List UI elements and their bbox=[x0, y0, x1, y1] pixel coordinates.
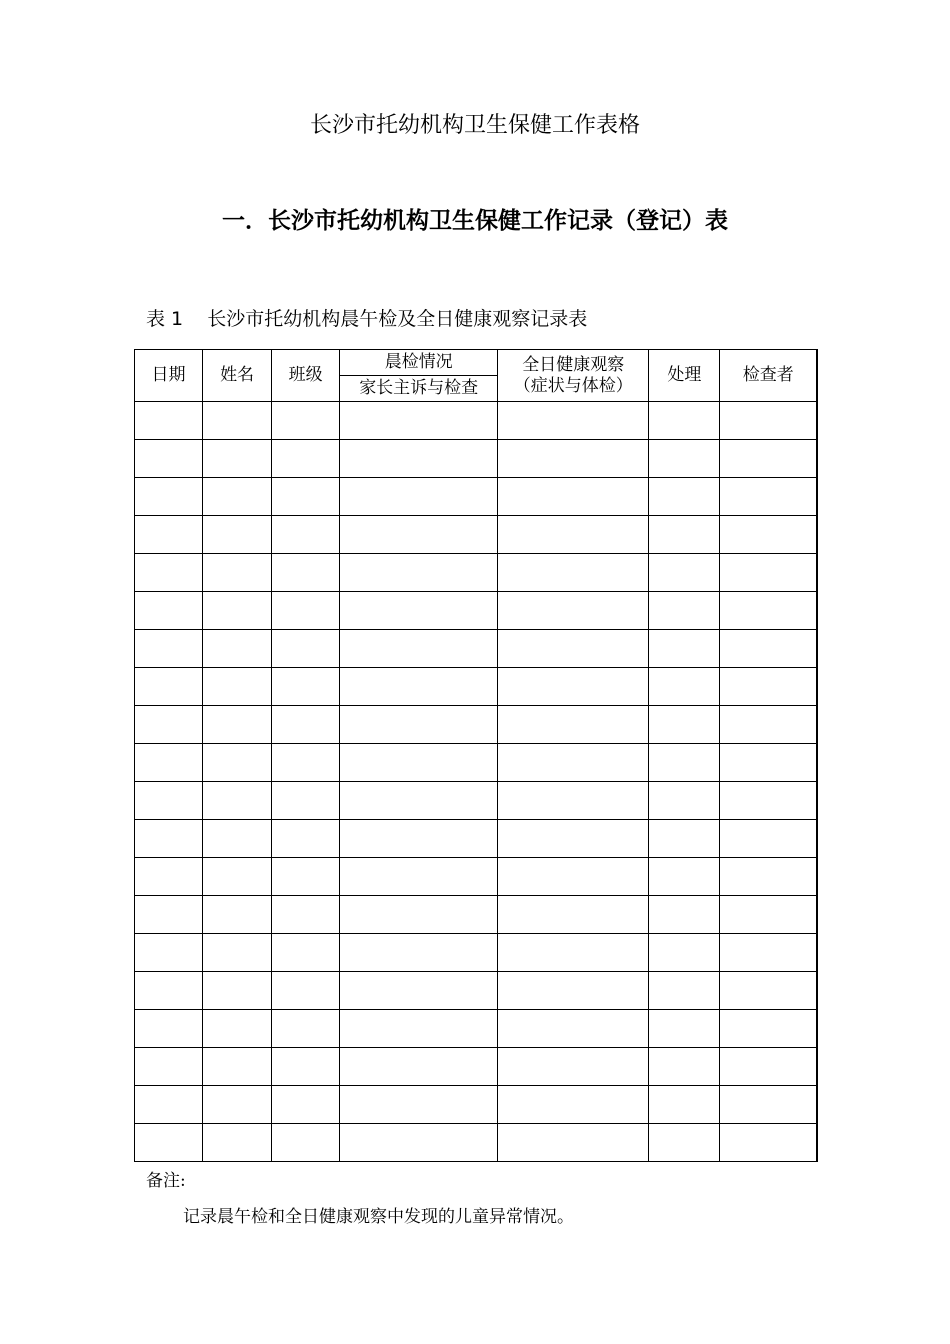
table-cell bbox=[649, 896, 720, 934]
table-cell bbox=[498, 1048, 649, 1086]
table-cell bbox=[720, 782, 817, 820]
table-cell bbox=[203, 820, 272, 858]
table-row bbox=[135, 744, 818, 782]
table-cell bbox=[720, 554, 817, 592]
table-cell bbox=[203, 592, 272, 630]
table-cell bbox=[340, 592, 498, 630]
table-cell bbox=[135, 1086, 203, 1124]
table-cell bbox=[720, 592, 817, 630]
table-row bbox=[135, 592, 818, 630]
table-cell bbox=[649, 1010, 720, 1048]
table-cell bbox=[340, 478, 498, 516]
table-cell bbox=[498, 858, 649, 896]
table-cell bbox=[649, 402, 720, 440]
table-cell bbox=[720, 516, 817, 554]
table-cell bbox=[340, 858, 498, 896]
table-cell bbox=[340, 744, 498, 782]
table-cell bbox=[135, 896, 203, 934]
table-cell bbox=[498, 630, 649, 668]
table-cell bbox=[340, 972, 498, 1010]
table-cell bbox=[340, 668, 498, 706]
table-row bbox=[135, 706, 818, 744]
table-cell bbox=[340, 554, 498, 592]
table-row bbox=[135, 1086, 818, 1124]
table-cell bbox=[203, 402, 272, 440]
table-cell bbox=[135, 516, 203, 554]
table-row bbox=[135, 1124, 818, 1162]
table-cell bbox=[720, 1010, 817, 1048]
header-handling: 处理 bbox=[649, 350, 720, 402]
table-cell bbox=[135, 972, 203, 1010]
health-observation-table bbox=[134, 349, 818, 1162]
table-cell bbox=[272, 934, 340, 972]
table-cell bbox=[720, 1048, 817, 1086]
table-cell bbox=[649, 440, 720, 478]
table-row bbox=[135, 934, 818, 972]
notes-label: 备注: bbox=[146, 1171, 186, 1191]
table-cell bbox=[649, 820, 720, 858]
table-cell bbox=[340, 896, 498, 934]
table-cell bbox=[498, 516, 649, 554]
table-cell bbox=[272, 820, 340, 858]
table-cell bbox=[498, 402, 649, 440]
table-cell bbox=[272, 744, 340, 782]
table-cell bbox=[135, 744, 203, 782]
table-cell bbox=[649, 934, 720, 972]
table-cell bbox=[340, 402, 498, 440]
table-cell bbox=[498, 440, 649, 478]
table-cell bbox=[203, 554, 272, 592]
table-cell bbox=[340, 934, 498, 972]
table-cell bbox=[340, 1124, 498, 1162]
table-cell bbox=[498, 668, 649, 706]
table-cell bbox=[498, 1124, 649, 1162]
table-cell bbox=[720, 1124, 817, 1162]
table-cell bbox=[203, 744, 272, 782]
table-cell bbox=[720, 630, 817, 668]
table-cell bbox=[649, 516, 720, 554]
table-cell bbox=[498, 782, 649, 820]
table-row bbox=[135, 516, 818, 554]
table-cell bbox=[135, 668, 203, 706]
header-date: 日期 bbox=[135, 350, 203, 402]
table-cell bbox=[203, 516, 272, 554]
header-morning-check: 晨检情况 bbox=[340, 350, 498, 376]
table-cell bbox=[135, 820, 203, 858]
table-cell bbox=[720, 478, 817, 516]
table-cell bbox=[649, 630, 720, 668]
table-cell bbox=[649, 478, 720, 516]
table-cell bbox=[649, 1048, 720, 1086]
header-name: 姓名 bbox=[203, 350, 272, 402]
table-cell bbox=[203, 1010, 272, 1048]
table-cell bbox=[135, 706, 203, 744]
table-row bbox=[135, 820, 818, 858]
table-cell bbox=[340, 630, 498, 668]
table-cell bbox=[272, 668, 340, 706]
document-title: 长沙市托幼机构卫生保健工作表格 bbox=[309, 113, 640, 138]
table-cell bbox=[203, 896, 272, 934]
table-cell bbox=[498, 1010, 649, 1048]
table-cell bbox=[498, 478, 649, 516]
table-cell bbox=[498, 972, 649, 1010]
table-cell bbox=[203, 630, 272, 668]
table-cell bbox=[272, 516, 340, 554]
table-row bbox=[135, 972, 818, 1010]
table-cell bbox=[649, 782, 720, 820]
table-cell bbox=[340, 1010, 498, 1048]
table-cell bbox=[203, 1086, 272, 1124]
table-cell bbox=[649, 554, 720, 592]
table-cell bbox=[135, 402, 203, 440]
table-cell bbox=[340, 820, 498, 858]
table-cell bbox=[340, 1048, 498, 1086]
table-row bbox=[135, 478, 818, 516]
table-cell bbox=[272, 972, 340, 1010]
table-cell bbox=[649, 744, 720, 782]
table-row bbox=[135, 440, 818, 478]
table-cell bbox=[272, 478, 340, 516]
table-cell bbox=[720, 440, 817, 478]
table-cell bbox=[498, 820, 649, 858]
table-cell bbox=[135, 630, 203, 668]
table-row bbox=[135, 858, 818, 896]
table-cell bbox=[203, 934, 272, 972]
table-row bbox=[135, 402, 818, 440]
table-cell bbox=[720, 402, 817, 440]
table-cell bbox=[340, 782, 498, 820]
table-cell bbox=[203, 1048, 272, 1086]
header-class: 班级 bbox=[272, 350, 340, 402]
table-cell bbox=[203, 858, 272, 896]
table-cell bbox=[272, 706, 340, 744]
table-row bbox=[135, 554, 818, 592]
table-cell bbox=[340, 1086, 498, 1124]
table-cell bbox=[272, 1048, 340, 1086]
table-cell bbox=[498, 592, 649, 630]
header-observation-line2: （症状与体检） bbox=[513, 375, 633, 396]
table-cell bbox=[272, 896, 340, 934]
table-cell bbox=[203, 668, 272, 706]
table-row bbox=[135, 668, 818, 706]
table-row bbox=[135, 896, 818, 934]
header-inspector: 检查者 bbox=[720, 350, 817, 402]
table-cell bbox=[340, 706, 498, 744]
header-observation bbox=[498, 350, 649, 402]
table-cell bbox=[340, 440, 498, 478]
table-cell bbox=[272, 858, 340, 896]
table-cell bbox=[649, 1124, 720, 1162]
table-cell bbox=[720, 934, 817, 972]
table-header-row bbox=[135, 350, 818, 376]
table-cell bbox=[498, 744, 649, 782]
table-cell bbox=[649, 668, 720, 706]
table-cell bbox=[272, 592, 340, 630]
table-cell bbox=[720, 896, 817, 934]
table-cell bbox=[135, 478, 203, 516]
table-cell bbox=[135, 1048, 203, 1086]
table-cell bbox=[720, 858, 817, 896]
table-cell bbox=[135, 592, 203, 630]
section-title: 一．长沙市托幼机构卫生保健工作记录（登记）表 bbox=[222, 208, 728, 234]
table-cell bbox=[135, 782, 203, 820]
table-cell bbox=[203, 706, 272, 744]
table-cell bbox=[272, 630, 340, 668]
table-cell bbox=[135, 554, 203, 592]
table-cell bbox=[720, 972, 817, 1010]
table-cell bbox=[649, 858, 720, 896]
table-cell bbox=[203, 478, 272, 516]
table-cell bbox=[272, 402, 340, 440]
table-row bbox=[135, 1048, 818, 1086]
table-cell bbox=[135, 440, 203, 478]
table-cell bbox=[649, 592, 720, 630]
notes-text: 记录晨午检和全日健康观察中发现的儿童异常情况。 bbox=[183, 1207, 574, 1227]
table-cell bbox=[203, 972, 272, 1010]
table-cell bbox=[135, 1010, 203, 1048]
table-cell bbox=[649, 1086, 720, 1124]
table-row bbox=[135, 782, 818, 820]
table-cell bbox=[272, 1086, 340, 1124]
table-cell bbox=[272, 782, 340, 820]
table-cell bbox=[498, 706, 649, 744]
table-cell bbox=[203, 440, 272, 478]
table-row bbox=[135, 630, 818, 668]
table-cell bbox=[720, 1086, 817, 1124]
table-cell bbox=[272, 1010, 340, 1048]
table-cell bbox=[340, 516, 498, 554]
table-cell bbox=[272, 440, 340, 478]
table-cell bbox=[498, 1086, 649, 1124]
table-cell bbox=[203, 1124, 272, 1162]
header-observation-line1: 全日健康观察 bbox=[522, 354, 625, 375]
table-cell bbox=[498, 896, 649, 934]
table-cell bbox=[203, 782, 272, 820]
table-cell bbox=[720, 706, 817, 744]
table-row bbox=[135, 1010, 818, 1048]
table-cell bbox=[498, 554, 649, 592]
table-cell bbox=[720, 744, 817, 782]
table-cell bbox=[720, 668, 817, 706]
header-morning-check-sub: 家长主诉与检查 bbox=[340, 376, 498, 402]
table-cell bbox=[720, 820, 817, 858]
table-cell bbox=[649, 972, 720, 1010]
table-caption: 表 1 长沙市托幼机构晨午检及全日健康观察记录表 bbox=[146, 308, 588, 330]
table-cell bbox=[272, 554, 340, 592]
table-cell bbox=[498, 934, 649, 972]
table-cell bbox=[135, 934, 203, 972]
table-cell bbox=[649, 706, 720, 744]
table-cell bbox=[135, 1124, 203, 1162]
table-cell bbox=[135, 858, 203, 896]
table-cell bbox=[272, 1124, 340, 1162]
